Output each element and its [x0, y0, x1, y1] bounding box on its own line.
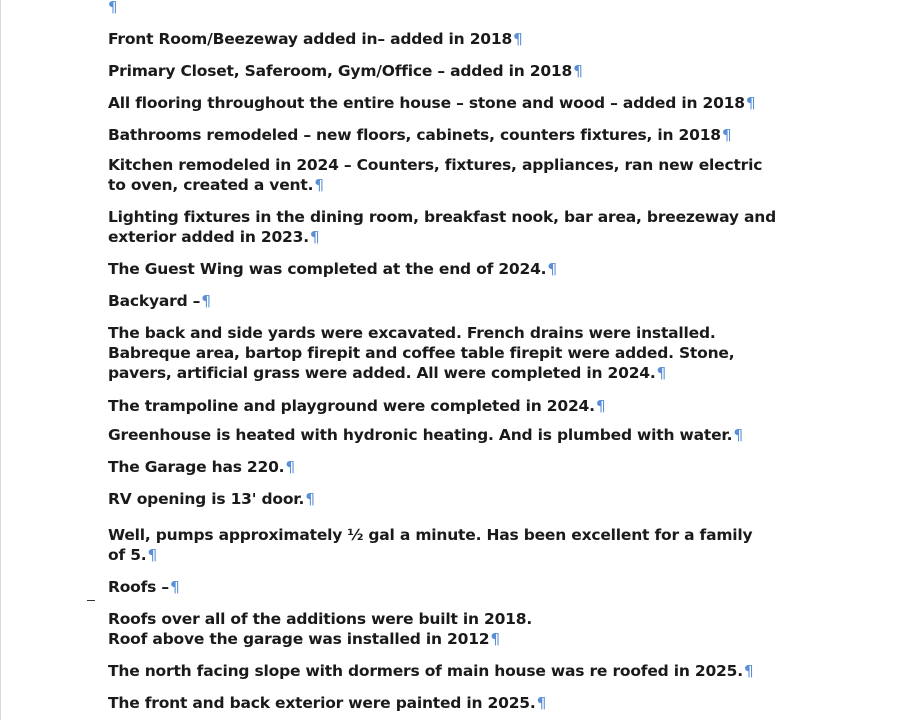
margin-marker	[87, 600, 95, 601]
line: exterior added in 2023.¶	[108, 228, 320, 246]
line: The trampoline and playground were completed in 2024.¶	[108, 397, 606, 415]
line: Well, pumps approximately ½ gal a minute. Has been excellent for a family	[108, 526, 753, 544]
pilcrow-mark: ¶	[201, 292, 211, 310]
paragraph-exterior-painted[interactable]	[108, 693, 808, 713]
line: The Guest Wing was completed at the end of 2024.¶	[108, 260, 558, 278]
pilcrow-mark: ¶	[285, 458, 296, 476]
pilcrow-mark: ¶	[721, 126, 732, 144]
paragraph-lighting[interactable]	[108, 207, 808, 247]
paragraph-well[interactable]	[108, 525, 808, 565]
pilcrow-mark: ¶	[309, 228, 320, 246]
pilcrow-mark: ¶	[547, 260, 558, 278]
line: RV opening is 13' door.¶	[108, 490, 315, 508]
line: Greenhouse is heated with hydronic heating. And is plumbed with water.¶	[108, 426, 744, 444]
line: Roofs –¶	[108, 578, 180, 596]
line: The Garage has 220.¶	[108, 458, 296, 476]
pilcrow-mark: ¶	[314, 176, 324, 194]
line: All flooring throughout the entire house – stone and wood – added in 2018¶	[108, 94, 756, 112]
line: Lighting fixtures in the dining room, breakfast nook, bar area, breezeway and	[108, 208, 777, 226]
paragraph-north-slope[interactable]	[108, 661, 808, 681]
pilcrow-mark: ¶	[743, 662, 754, 680]
paragraph-bathrooms[interactable]	[108, 125, 808, 145]
line: Bathrooms remodeled – new floors, cabinets, counters fixtures, in 2018¶	[108, 126, 732, 144]
paragraph-backyard[interactable]	[108, 323, 808, 383]
pilcrow-mark: ¶	[745, 94, 756, 112]
paragraph-greenhouse[interactable]	[108, 425, 808, 445]
pilcrow-mark: ¶	[305, 490, 315, 508]
paragraph-trampoline[interactable]	[108, 396, 808, 416]
line: Backyard –¶	[108, 292, 211, 310]
line: Primary Closet, Saferoom, Gym/Office – added in 2018¶	[108, 62, 583, 80]
pilcrow-mark: ¶	[513, 30, 523, 48]
pilcrow-mark: ¶	[169, 578, 180, 596]
paragraph-primary-closet[interactable]	[108, 61, 808, 81]
line: The north facing slope with dormers of main house was re roofed in 2025.¶	[108, 662, 754, 680]
line: Kitchen remodeled in 2024 – Counters, fixtures, appliances, ran new electric	[108, 156, 763, 174]
paragraph-rv-opening[interactable]	[108, 489, 808, 509]
paragraph-flooring[interactable]	[108, 93, 808, 113]
paragraph-guest-wing[interactable]	[108, 259, 808, 279]
paragraph-garage[interactable]	[108, 457, 808, 477]
line: Roof above the garage was installed in 2012¶	[108, 630, 501, 648]
line: Front Room/Beezeway added in– added in 2018¶	[108, 30, 523, 48]
line: to oven, created a vent.¶	[108, 176, 324, 194]
pilcrow-mark: ¶	[656, 364, 667, 382]
line: The back and side yards were excavated. French drains were installed.	[108, 324, 716, 342]
pilcrow-mark: ¶	[573, 62, 583, 80]
pilcrow-mark: ¶	[108, 0, 118, 16]
pilcrow-mark: ¶	[536, 694, 547, 712]
pilcrow-mark: ¶	[595, 397, 606, 415]
line: of 5.¶	[108, 546, 158, 564]
paragraph-kitchen[interactable]	[108, 155, 808, 195]
line: Babreque area, bartop firepit and coffee table firepit were added. Stone,	[108, 344, 735, 362]
paragraph-roofs[interactable]	[108, 609, 808, 649]
pilcrow-mark: ¶	[490, 630, 501, 648]
line: The front and back exterior were painted in 2025.¶	[108, 694, 547, 712]
paragraph-front-room[interactable]	[108, 29, 808, 49]
paragraph-backyard-heading[interactable]	[108, 291, 808, 311]
pilcrow-mark: ¶	[733, 426, 744, 444]
paragraph-roofs-heading[interactable]	[108, 577, 808, 597]
line: pavers, artificial grass were added. All were completed in 2024.¶	[108, 364, 667, 382]
pilcrow-mark: ¶	[147, 546, 158, 564]
line: Roofs over all of the additions were built in 2018.	[108, 610, 533, 628]
